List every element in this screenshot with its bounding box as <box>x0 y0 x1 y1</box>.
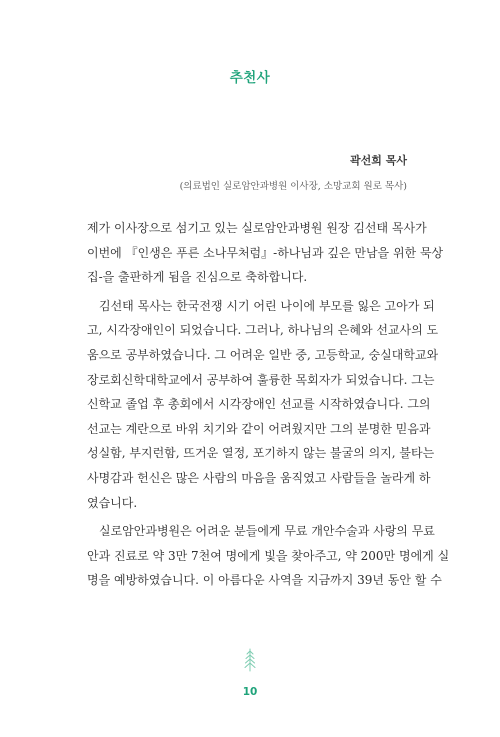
text-line: 였습니다. <box>87 495 138 510</box>
text-line: 사명감과 헌신은 많은 사람의 마음을 움직였고 사람들을 놀라게 하 <box>87 470 431 485</box>
text-line: 신학교 졸업 후 총회에서 시각장애인 선교를 시작하였습니다. 그의 <box>87 397 431 412</box>
text-line: 선교는 계란으로 바위 치기와 같이 어려웠지만 그의 분명한 믿음과 <box>87 421 431 436</box>
text-line: 안과 진료로 약 3만 7천여 명에게 빛을 찾아주고, 약 200만 명에게 실 <box>87 548 450 563</box>
text-line: 집-을 출판하게 됨을 진심으로 축하합니다. <box>87 270 308 285</box>
text-line: 성실함, 부지런함, 뜨거운 열정, 포기하지 않는 불굴의 의지, 불타는 <box>87 446 435 461</box>
text-line: 고, 시각장애인이 되었습니다. 그러나, 하나님의 은혜와 선교사의 도 <box>87 323 439 338</box>
text-line: 김선태 목사는 한국전쟁 시기 어린 나이에 부모를 잃은 고아가 되 <box>99 298 435 313</box>
paragraph <box>87 294 439 515</box>
page-number: 10 <box>242 686 258 698</box>
text-line: 장로회신학대학교에서 공부하여 훌륭한 목회자가 되었습니다. 그는 <box>87 372 435 387</box>
page-title: 추천사 <box>229 70 271 86</box>
author-affiliation: (의료법인 실로암안과병원 이사장, 소망교회 원로 목사) <box>179 181 407 192</box>
paragraph <box>87 519 450 593</box>
body-text <box>87 216 450 593</box>
text-line: 명을 예방하였습니다. 이 아름다운 사역을 지금까지 39년 동안 할 수 <box>87 573 442 588</box>
paragraph <box>87 216 444 290</box>
text-line: 움으로 공부하였습니다. 그 어려운 일반 중, 고등학교, 숭실대학교와 <box>87 347 439 362</box>
text-line: 이번에 『인생은 푸른 소나무처럼』-하나님과 깊은 만남을 위한 묵상 <box>87 245 444 260</box>
text-line: 실로암안과병원은 어려운 분들에게 무료 개안수술과 사랑의 무료 <box>99 524 435 539</box>
author-name: 곽선희 목사 <box>350 154 407 167</box>
pine-tree-icon <box>242 648 258 672</box>
text-line: 제가 이사장으로 섬기고 있는 실로암안과병원 원장 김선태 목사가 <box>87 221 427 235</box>
